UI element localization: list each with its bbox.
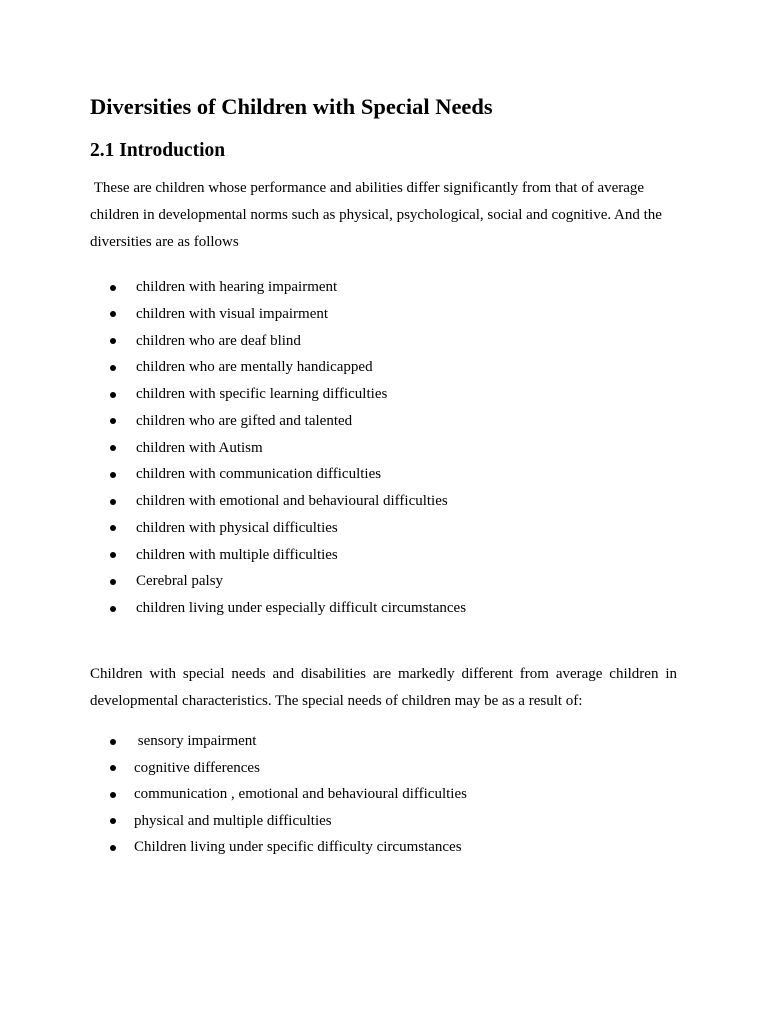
list-item-text: communication , emotional and behavioural difficulties bbox=[134, 786, 467, 803]
section-heading: 2.1 Introduction bbox=[90, 140, 226, 161]
list-item-text: children who are deaf blind bbox=[136, 332, 301, 349]
bullet-icon bbox=[110, 765, 116, 771]
intro-paragraph: These are children whose performance and abilities differ significantly from that of average children in developmental norms such as physical, psychological, social and cognitive. And the diversities are as follows bbox=[90, 180, 666, 250]
second-paragraph: Children with special needs and disabilities are markedly different from average children in developmental characteristics. The special needs of children may be as a result of: bbox=[90, 666, 677, 709]
document-title: Diversities of Children with Special Needs bbox=[90, 94, 493, 119]
list-item-text: children who are gifted and talented bbox=[136, 412, 353, 429]
bullet-icon bbox=[110, 285, 116, 291]
list-item-text: children with communication difficulties bbox=[136, 466, 382, 483]
list-item-text: children who are mentally handicapped bbox=[136, 359, 373, 376]
bullet-icon bbox=[110, 445, 116, 451]
list-item-text: Cerebral palsy bbox=[136, 573, 224, 590]
list-item-text: children with specific learning difficulties bbox=[136, 386, 388, 402]
bullet-icon bbox=[110, 392, 116, 398]
list-item-text: children with hearing impairment bbox=[136, 279, 338, 295]
bullet-icon bbox=[110, 525, 116, 531]
list-item-text: cognitive differences bbox=[134, 759, 260, 776]
list-item-text: children with multiple difficulties bbox=[136, 546, 338, 563]
bullet-icon bbox=[110, 818, 116, 824]
bullet-icon bbox=[110, 739, 116, 745]
bullet-icon bbox=[110, 418, 116, 424]
list-item-text: sensory impairment bbox=[134, 733, 257, 749]
bullet-icon bbox=[110, 792, 116, 798]
bullet-icon bbox=[110, 472, 116, 478]
bullet-icon bbox=[110, 499, 116, 505]
list-item-text: Children living under specific difficulty circumstances bbox=[134, 839, 462, 856]
list-item-text: children with physical difficulties bbox=[136, 519, 338, 536]
bullet-icon bbox=[110, 845, 116, 851]
bullet-icon bbox=[110, 552, 116, 558]
bullet-icon bbox=[110, 311, 116, 317]
list-item-text: children living under especially difficult circumstances bbox=[136, 600, 467, 616]
list-item-text: children with Autism bbox=[136, 439, 263, 456]
list-item-text: children with visual impairment bbox=[136, 305, 329, 322]
bullet-icon bbox=[110, 365, 116, 371]
bullet-icon bbox=[110, 606, 116, 612]
list-item-text: children with emotional and behavioural difficulties bbox=[136, 493, 448, 509]
list-item-text: physical and multiple difficulties bbox=[134, 812, 332, 829]
bullet-icon bbox=[110, 579, 116, 585]
bullet-icon bbox=[110, 338, 116, 344]
